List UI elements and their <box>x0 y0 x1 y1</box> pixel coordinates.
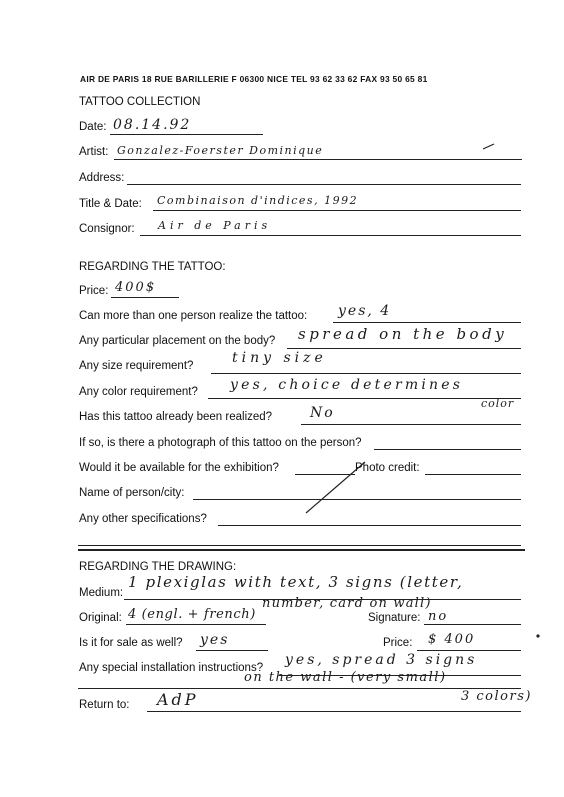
q-exhibition-label: Would it be available for the exhibition? <box>79 462 279 474</box>
photo-credit-label: Photo credit: <box>355 462 420 474</box>
original-value-continued[interactable]: number, card on wall) <box>262 596 432 611</box>
installation-value-colors[interactable]: 3 colors) <box>461 689 532 704</box>
consignor-value[interactable]: Air de Paris <box>158 219 272 232</box>
address-label: Address: <box>79 172 125 184</box>
q-size-label: Any size requirement? <box>79 360 194 372</box>
signature-label: Signature: <box>368 612 421 624</box>
title-date-label: Title & Date: <box>79 198 142 210</box>
q-color-label: Any color requirement? <box>79 386 198 398</box>
consignor-label: Consignor: <box>79 223 135 235</box>
q-size-value[interactable]: tiny size <box>232 350 327 366</box>
drawing-price-label: Price: <box>383 637 413 649</box>
collection-title: TATTOO COLLECTION <box>79 96 201 108</box>
installation-label: Any special installation instructions? <box>79 662 264 674</box>
pen-dot <box>536 634 539 637</box>
original-label: Original: <box>79 612 122 624</box>
title-date-value[interactable]: Combinaison d'indices, 1992 <box>157 194 359 207</box>
installation-value-continued[interactable]: on the wall - (very small) <box>244 670 447 685</box>
letterhead-address: AIR DE PARIS 18 RUE BARILLERIE F 06300 NICE TEL 93 62 33 62 FAX 93 50 65 81 <box>80 74 428 84</box>
original-value[interactable]: 4 (engl. + french) <box>128 607 256 622</box>
q-multiple-realizers-label: Can more than one person realize the tattoo: <box>79 310 308 322</box>
q-color-value-continued[interactable]: color <box>481 397 515 410</box>
medium-label: Medium: <box>79 587 124 599</box>
return-to-value[interactable]: AdP <box>157 690 199 709</box>
for-sale-value[interactable]: yes <box>200 632 230 648</box>
installation-value[interactable]: yes, spread 3 signs <box>285 652 478 668</box>
tattoo-section-heading: REGARDING THE TATTOO: <box>79 261 226 273</box>
tattoo-price-value[interactable]: 400$ <box>115 280 157 295</box>
tattoo-price-label: Price: <box>79 285 109 297</box>
artist-label: Artist: <box>79 146 109 158</box>
q-realized-label: Has this tattoo already been realized? <box>79 411 273 423</box>
for-sale-label: Is it for sale as well? <box>79 637 183 649</box>
date-label: Date: <box>79 121 107 133</box>
q-placement-label: Any particular placement on the body? <box>79 335 276 347</box>
pen-tick-mark <box>483 144 494 149</box>
q-placement-value[interactable]: spread on the body <box>298 325 508 343</box>
date-value[interactable]: 08.14.92 <box>113 117 192 133</box>
q-other-specs-label: Any other specifications? <box>79 513 207 525</box>
pen-diagonal-stroke <box>306 462 365 513</box>
q-photograph-label: If so, is there a photograph of this tattoo on the person? <box>79 437 362 449</box>
medium-value[interactable]: 1 plexiglas with text, 3 signs (letter, <box>128 573 464 591</box>
q-color-value[interactable]: yes, choice determines <box>230 377 464 393</box>
q-realized-value[interactable]: No <box>310 405 335 421</box>
signature-value[interactable]: no <box>428 609 449 624</box>
q-multiple-realizers-value[interactable]: yes, 4 <box>338 303 392 319</box>
drawing-price-value[interactable]: $ 400 <box>428 632 476 647</box>
q-person-city-label: Name of person/city: <box>79 487 185 499</box>
return-to-label: Return to: <box>79 699 130 711</box>
drawing-section-heading: REGARDING THE DRAWING: <box>79 561 237 573</box>
artist-value[interactable]: Gonzalez-Foerster Dominique <box>117 144 324 157</box>
